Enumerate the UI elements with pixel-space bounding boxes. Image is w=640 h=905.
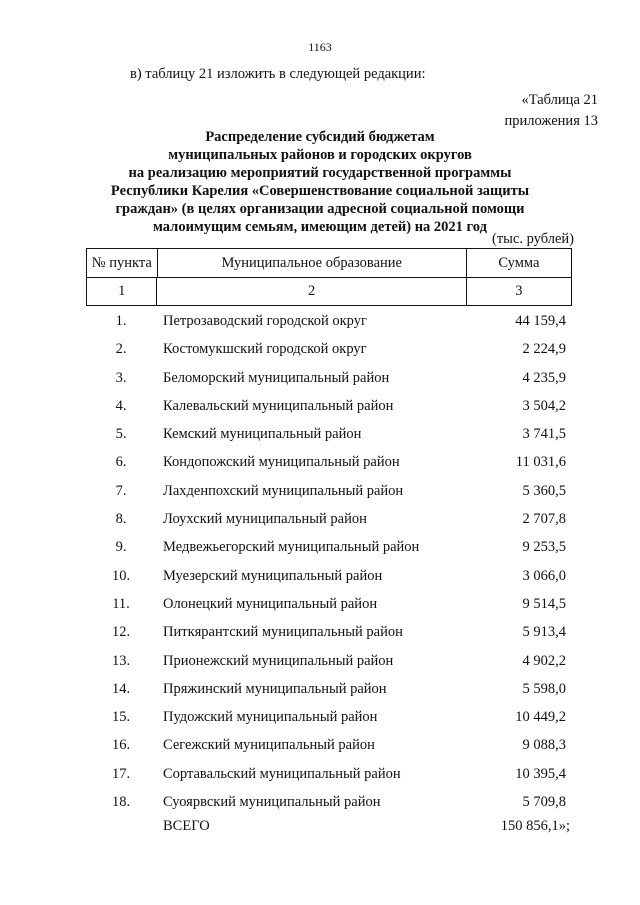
page-number: 1163 <box>308 40 332 54</box>
row-number: 7. <box>115 482 127 499</box>
row-municipality: Муезерский муниципальный район <box>163 567 383 584</box>
row-municipality: Медвежьегорский муниципальный район <box>163 539 420 556</box>
table-row <box>86 449 572 477</box>
table-row <box>86 336 572 364</box>
table-row <box>86 704 572 732</box>
intro-text: в) таблицу 21 изложить в следующей редакции: <box>130 66 426 82</box>
row-sum: 3 066,0 <box>522 567 566 584</box>
row-municipality: Лахденпохский муниципальный район <box>163 482 404 499</box>
table-reference-line-1: «Таблица 21 <box>521 92 598 108</box>
table-row <box>86 761 572 789</box>
row-number: 17. <box>111 765 131 782</box>
row-number: 2. <box>115 341 127 358</box>
row-number: 10. <box>111 567 131 584</box>
table-row <box>86 563 572 591</box>
table-row <box>86 393 572 421</box>
title-line: муниципальных районов и городских округов <box>168 147 472 163</box>
row-municipality: Кондопожский муниципальный район <box>163 454 400 471</box>
row-municipality: Прионежский муниципальный район <box>163 652 394 669</box>
total-label: ВСЕГО <box>163 818 210 834</box>
table-reference <box>505 90 598 132</box>
row-sum: 2 707,8 <box>522 511 566 528</box>
row-municipality: Сортавальский муниципальный район <box>163 765 401 782</box>
row-number: 5. <box>115 426 127 443</box>
table-row <box>86 676 572 704</box>
table-row <box>86 478 572 506</box>
row-number: 8. <box>115 511 127 528</box>
header-num-2: 2 <box>157 277 466 306</box>
row-number: 9. <box>115 539 127 556</box>
row-municipality: Калевальский муниципальный район <box>163 397 394 414</box>
table-row <box>86 619 572 647</box>
row-sum: 5 913,4 <box>522 624 566 641</box>
title-line: Республики Карелия «Совершенствование социальной защиты <box>110 183 530 199</box>
table-reference-line-2: приложения 13 <box>504 113 598 129</box>
title-line: малоимущим семьям, имеющим детей) на 2021 год <box>153 219 487 235</box>
row-number: 1. <box>115 313 127 329</box>
table-row <box>86 365 572 393</box>
table-row <box>86 421 572 449</box>
table-row <box>86 591 572 619</box>
row-sum: 4 902,2 <box>522 652 566 669</box>
row-sum: 10 395,4 <box>515 765 566 782</box>
row-sum: 9 253,5 <box>522 539 566 556</box>
row-sum: 9 088,3 <box>522 737 566 754</box>
row-municipality: Лоухский муниципальный район <box>163 511 367 528</box>
row-municipality: Сегежский муниципальный район <box>163 737 375 754</box>
header-number-row <box>87 277 572 306</box>
header-col-municipality: Муниципальное образование <box>157 249 466 278</box>
title-line: на реализацию мероприятий государственной программы <box>128 165 512 181</box>
table-row <box>86 308 572 336</box>
row-sum: 5 598,0 <box>522 680 566 697</box>
row-number: 3. <box>115 369 127 386</box>
header-col-number: № пункта <box>87 249 158 278</box>
row-municipality: Суоярвский муниципальный район <box>163 794 381 811</box>
row-municipality: Олонецкий муниципальный район <box>163 595 378 612</box>
header-num-3: 3 <box>466 277 571 306</box>
row-sum: 9 514,5 <box>522 595 566 612</box>
row-number: 6. <box>115 454 127 471</box>
header-row <box>87 249 572 278</box>
row-number: 11. <box>112 595 130 612</box>
total-row <box>86 818 572 842</box>
row-number: 14. <box>111 680 131 697</box>
row-municipality: Пудожский муниципальный район <box>163 709 378 726</box>
row-municipality: Беломорский муниципальный район <box>163 369 390 386</box>
unit-label: (тыс. рублей) <box>492 231 574 247</box>
header-col-sum: Сумма <box>466 249 571 278</box>
table-row <box>86 648 572 676</box>
row-sum: 11 031,6 <box>515 454 566 471</box>
table-row <box>86 789 572 817</box>
row-sum: 10 449,2 <box>515 709 566 726</box>
row-number: 13. <box>111 652 131 669</box>
row-sum: 3 504,2 <box>522 397 566 414</box>
row-municipality: Пряжинский муниципальный район <box>163 680 387 697</box>
row-number: 15. <box>111 709 131 726</box>
row-sum: 5 360,5 <box>522 482 566 499</box>
table-header <box>86 248 572 278</box>
table-row <box>86 534 572 562</box>
row-sum: 5 709,8 <box>522 794 566 811</box>
header-num-1: 1 <box>87 277 157 306</box>
row-number: 4. <box>115 397 127 414</box>
row-municipality: Кемский муниципальный район <box>163 426 362 443</box>
row-sum: 2 224,9 <box>522 341 566 358</box>
title-line: граждан» (в целях организации адресной социальной помощи <box>115 201 525 217</box>
row-sum: 3 741,5 <box>522 426 566 443</box>
row-sum: 4 235,9 <box>522 369 566 386</box>
row-number: 12. <box>111 624 131 641</box>
table-row <box>86 732 572 760</box>
document-title <box>60 128 580 236</box>
title-line: Распределение субсидий бюджетам <box>205 129 435 145</box>
row-number: 16. <box>111 737 131 754</box>
row-sum: 44 159,4 <box>515 313 566 329</box>
table-row <box>86 506 572 534</box>
row-municipality: Питкярантский муниципальный район <box>163 624 403 641</box>
table-body <box>86 308 572 817</box>
total-sum: 150 856,1»; <box>500 818 570 834</box>
row-municipality: Петрозаводский городской округ <box>163 313 367 329</box>
table-header-numbers <box>86 277 572 306</box>
row-number: 18. <box>111 794 131 811</box>
row-municipality: Костомукшский городской округ <box>163 341 367 358</box>
